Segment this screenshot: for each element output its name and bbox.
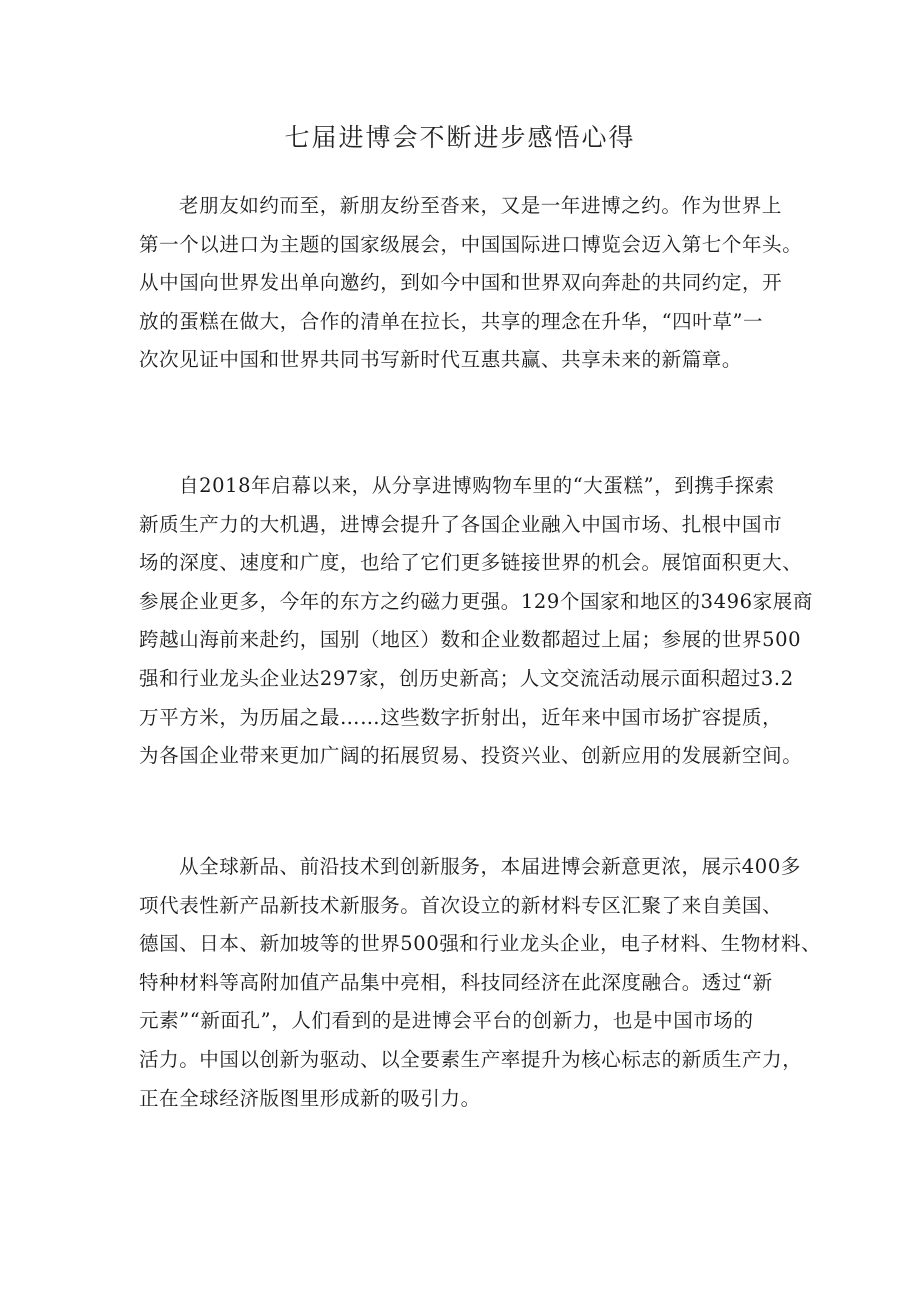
paragraph-line: 跨越山海前来赴约，国别（地区）数和企业数都超过上届；参展的世界500	[139, 628, 802, 652]
paragraph-line: 万平方米，为历届之最……这些数字折射出，近年来中国市场扩容提质，	[139, 705, 783, 729]
paragraph-line: 活力。中国以创新为驱动、以全要素生产率提升为核心标志的新质生产力，	[139, 1047, 803, 1071]
paragraph-line: 老朋友如约而至，新朋友纷至沓来，又是一年进博之约。作为世界上	[179, 194, 783, 217]
paragraph-line: 项代表性新产品新技术新服务。首次设立的新材料专区汇聚了来自美国、	[139, 893, 783, 917]
paragraph-line: 从全球新品、前沿技术到创新服务，本届进博会新意更浓，展示400多	[179, 855, 801, 878]
paragraph-3	[139, 848, 822, 1118]
paragraph-line: 参展企业更多，今年的东方之约磁力更强。129个国家和地区的3496家展商	[139, 589, 813, 613]
paragraph-line: 放的蛋糕在做大，合作的清单在拉长，共享的理念在升华，“四叶草”一	[139, 309, 764, 333]
paragraph-line: 自2018年启幕以来，从分享进博购物车里的“大蛋糕”，到携手探索	[179, 474, 775, 497]
document-title: 七届进博会不断进步感悟心得	[284, 123, 636, 152]
paragraph-line: 为各国企业带来更加广阔的拓展贸易、投资兴业、创新应用的发展新空间。	[139, 744, 803, 768]
paragraph-line: 元素”“新面孔”，人们看到的是进博会平台的创新力，也是中国市场的	[139, 1009, 754, 1033]
paragraph-line: 第一个以进口为主题的国家级展会，中国国际进口博览会迈入第七个年头。	[139, 232, 803, 256]
paragraph-1	[139, 187, 803, 380]
paragraph-line: 正在全球经济版图里形成新的吸引力。	[139, 1086, 481, 1110]
paragraph-line: 从中国向世界发出单向邀约，到如今中国和世界双向奔赴的共同约定，开	[139, 271, 783, 295]
paragraph-line: 特种材料等高附加值产品集中亮相，科技同经济在此深度融合。透过“新	[139, 970, 773, 994]
paragraph-line: 次次见证中国和世界共同书写新时代互惠共赢、共享未来的新篇章。	[139, 348, 743, 372]
paragraph-line: 德国、日本、新加坡等的世界500强和行业龙头企业，电子材料、生物材料、	[139, 932, 822, 956]
paragraph-line: 新质生产力的大机遇，进博会提升了各国企业融入中国市场、扎根中国市	[139, 512, 783, 536]
paragraph-line: 场的深度、速度和广度，也给了它们更多链接世界的机会。展馆面积更大、	[139, 551, 803, 575]
paragraph-2	[139, 467, 813, 776]
paragraph-line: 强和行业龙头企业达297家，创历史新高；人文交流活动展示面积超过3.2	[139, 666, 794, 690]
